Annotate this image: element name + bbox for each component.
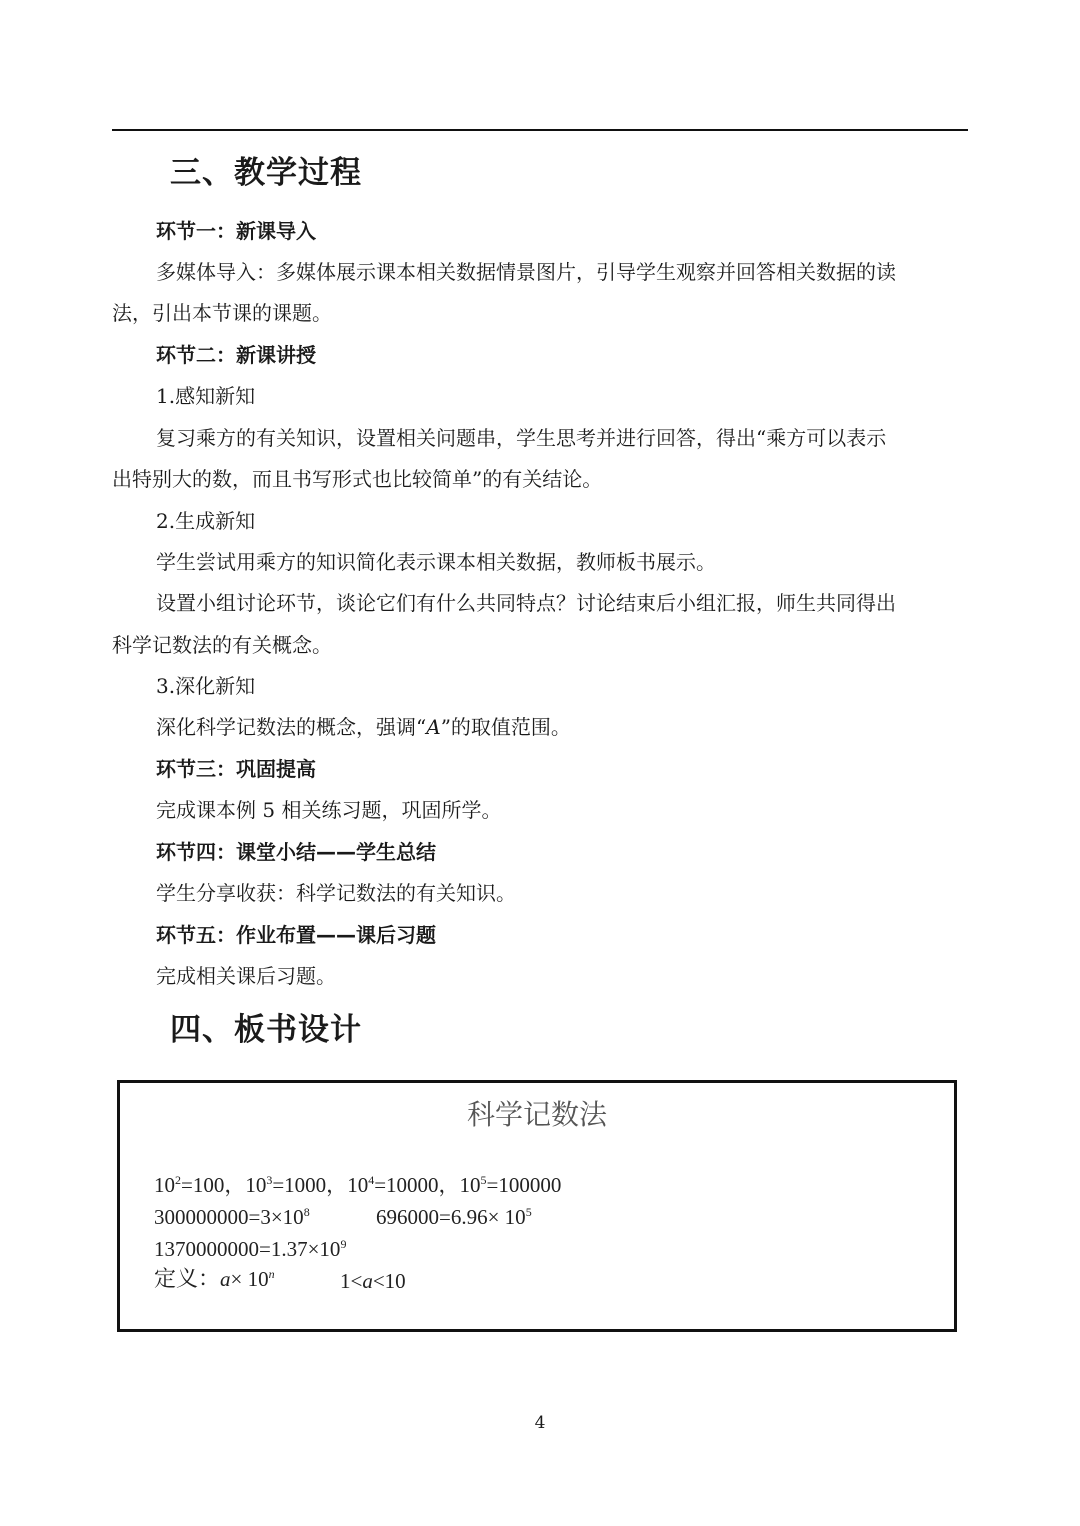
board-example-3: $1370000000=1.37\times 10^9$	[154, 1237, 347, 1261]
step4-paragraph: 学生分享收获：科学记数法的有关知识。	[156, 881, 516, 905]
subsection2-title: 2.生成新知	[156, 509, 256, 533]
section-heading-teaching-process: 三、教学过程	[170, 155, 362, 191]
step5-title: 环节五：作业布置——课后习题	[156, 923, 436, 947]
board-title: 科学记数法	[466, 1098, 607, 1131]
page-number: 4	[534, 1413, 546, 1433]
step3-title: 环节三：巩固提高	[156, 757, 316, 781]
section-heading-board-design: 四、板书设计	[170, 1012, 362, 1048]
subsection3-paragraph	[156, 717, 571, 737]
subsection1-title: 1.感知新知	[156, 384, 256, 408]
step5-paragraph: 完成相关课后习题。	[156, 964, 336, 988]
step1-title: 环节一：新课导入	[156, 219, 316, 243]
subsection2-paragraph2-line2: 科学记数法的有关概念。	[112, 633, 332, 657]
step4-title: 环节四：课堂小结——学生总结	[156, 840, 436, 864]
step1-paragraph-line1: 多媒体导入：多媒体展示课本相关数据情景图片，引导学生观察并回答相关数据的读	[156, 260, 896, 284]
subsection1-paragraph-line2: 出特别大的数，而且书写形式也比较简单”的有关结论。	[112, 467, 603, 491]
step3-paragraph: 完成课本例 5 相关练习题，巩固所学。	[156, 798, 502, 822]
subsection2-paragraph2-line1: 设置小组讨论环节，谈论它们有什么共同特点？讨论结束后小组汇报，师生共同得出	[156, 591, 896, 615]
subsection2-paragraph1: 学生尝试用乘方的知识简化表示课本相关数据，教师板书展示。	[156, 550, 716, 574]
blackboard-design-box	[117, 1080, 957, 1332]
board-definition-range: 1<a<10	[340, 1269, 406, 1293]
header-rule	[112, 129, 968, 131]
board-powers-row: $10^2=100$，$10^3=1000$，$10^4=10000$，$10^5=100000$	[154, 1173, 562, 1197]
variable-a: A	[426, 715, 441, 739]
subsection3-text-before: 深化科学记数法的概念，强调“	[156, 715, 427, 739]
step2-title: 环节二：新课讲授	[156, 343, 316, 367]
subsection1-paragraph-line1: 复习乘方的有关知识，设置相关问题串，学生思考并进行回答，得出“乘方可以表示	[156, 426, 887, 450]
board-definition: 定义：$a\times 10^n$	[154, 1267, 275, 1292]
subsection3-title: 3.深化新知	[156, 674, 256, 698]
step1-paragraph-line2: 法，引出本节课的课题。	[112, 301, 332, 325]
board-example-2: $696000=6.96\times 10^5$	[376, 1205, 532, 1229]
subsection3-text-after: ”的取值范围。	[440, 715, 571, 739]
board-example-1: $300000000=3\times 10^8$	[154, 1205, 310, 1229]
